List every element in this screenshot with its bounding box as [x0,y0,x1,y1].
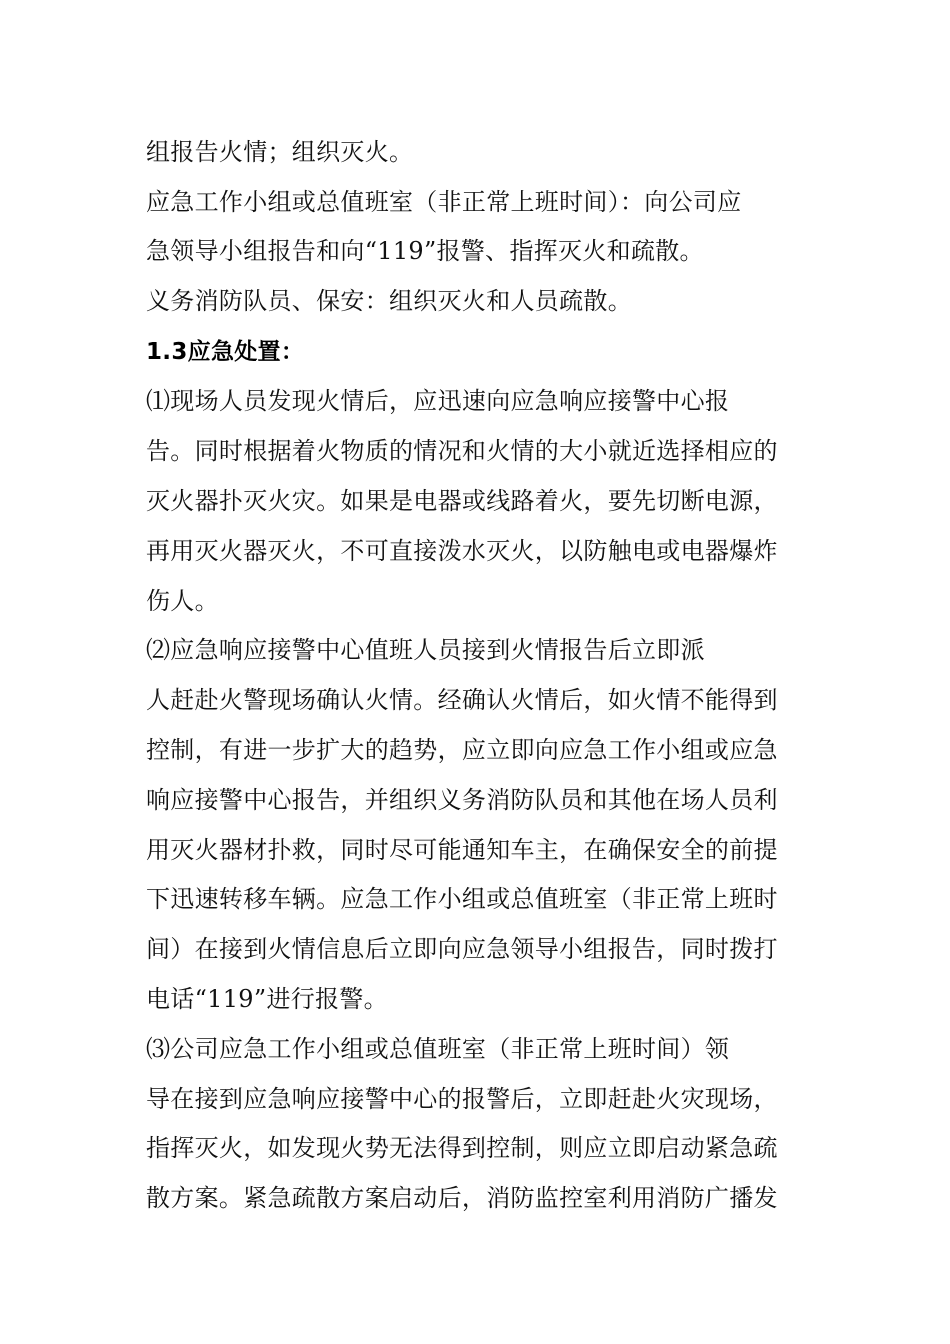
text-line: 伤人。 [146,587,219,615]
text-line: ⑵应急响应接警中心值班人员接到火情报告后立即派 [146,636,705,664]
text-line: 响应接警中心报告，并组织义务消防队员和其他在场人员利 [146,786,778,814]
text-line: ⑴现场人员发现火情后，应迅速向应急响应接警中心报 [146,387,730,415]
text-line: 下迅速转移车辆。应急工作小组或总值班室（非正常上班时 [146,885,778,913]
text-line: 人赶赴火警现场确认火情。经确认火情后，如火情不能得到 [146,686,778,714]
text-line: 灭火器扑灭火灾。如果是电器或线路着火，要先切断电源， [146,487,778,515]
text-line: ⑶公司应急工作小组或总值班室（非正常上班时间）领 [146,1035,730,1063]
text-line: 指挥灭火，如发现火势无法得到控制，则应立即启动紧急疏 [146,1134,778,1162]
text-line: 间）在接到火情信息后立即向应急领导小组报告，同时拨打 [146,935,778,963]
text-line: 组报告火情；组织灭火。 [146,138,414,166]
text-line: 导在接到应急响应接警中心的报警后，立即赶赴火灾现场， [146,1085,778,1113]
text-line: 应急工作小组或总值班室（非正常上班时间）：向公司应 [146,188,742,216]
text-line: 控制，有进一步扩大的趋势，应立即向应急工作小组或应急 [146,736,778,764]
text-line: 用灭火器材扑救，同时尽可能通知车主，在确保安全的前提 [146,836,778,864]
text-line: 告。同时根据着火物质的情况和火情的大小就近选择相应的 [146,437,778,465]
text-line: 再用灭火器灭火，不可直接泼水灭火，以防触电或电器爆炸 [146,537,778,565]
text-line: 义务消防队员、保安：组织灭火和人员疏散。 [146,287,632,315]
text-line: 急领导小组报告和向“119”报警、指挥灭火和疏散。 [146,237,704,265]
text-line: 电话“119”进行报警。 [146,985,388,1013]
section-heading: 1.3应急处置： [146,339,305,365]
text-line: 散方案。紧急疏散方案启动后，消防监控室利用消防广播发 [146,1184,778,1212]
